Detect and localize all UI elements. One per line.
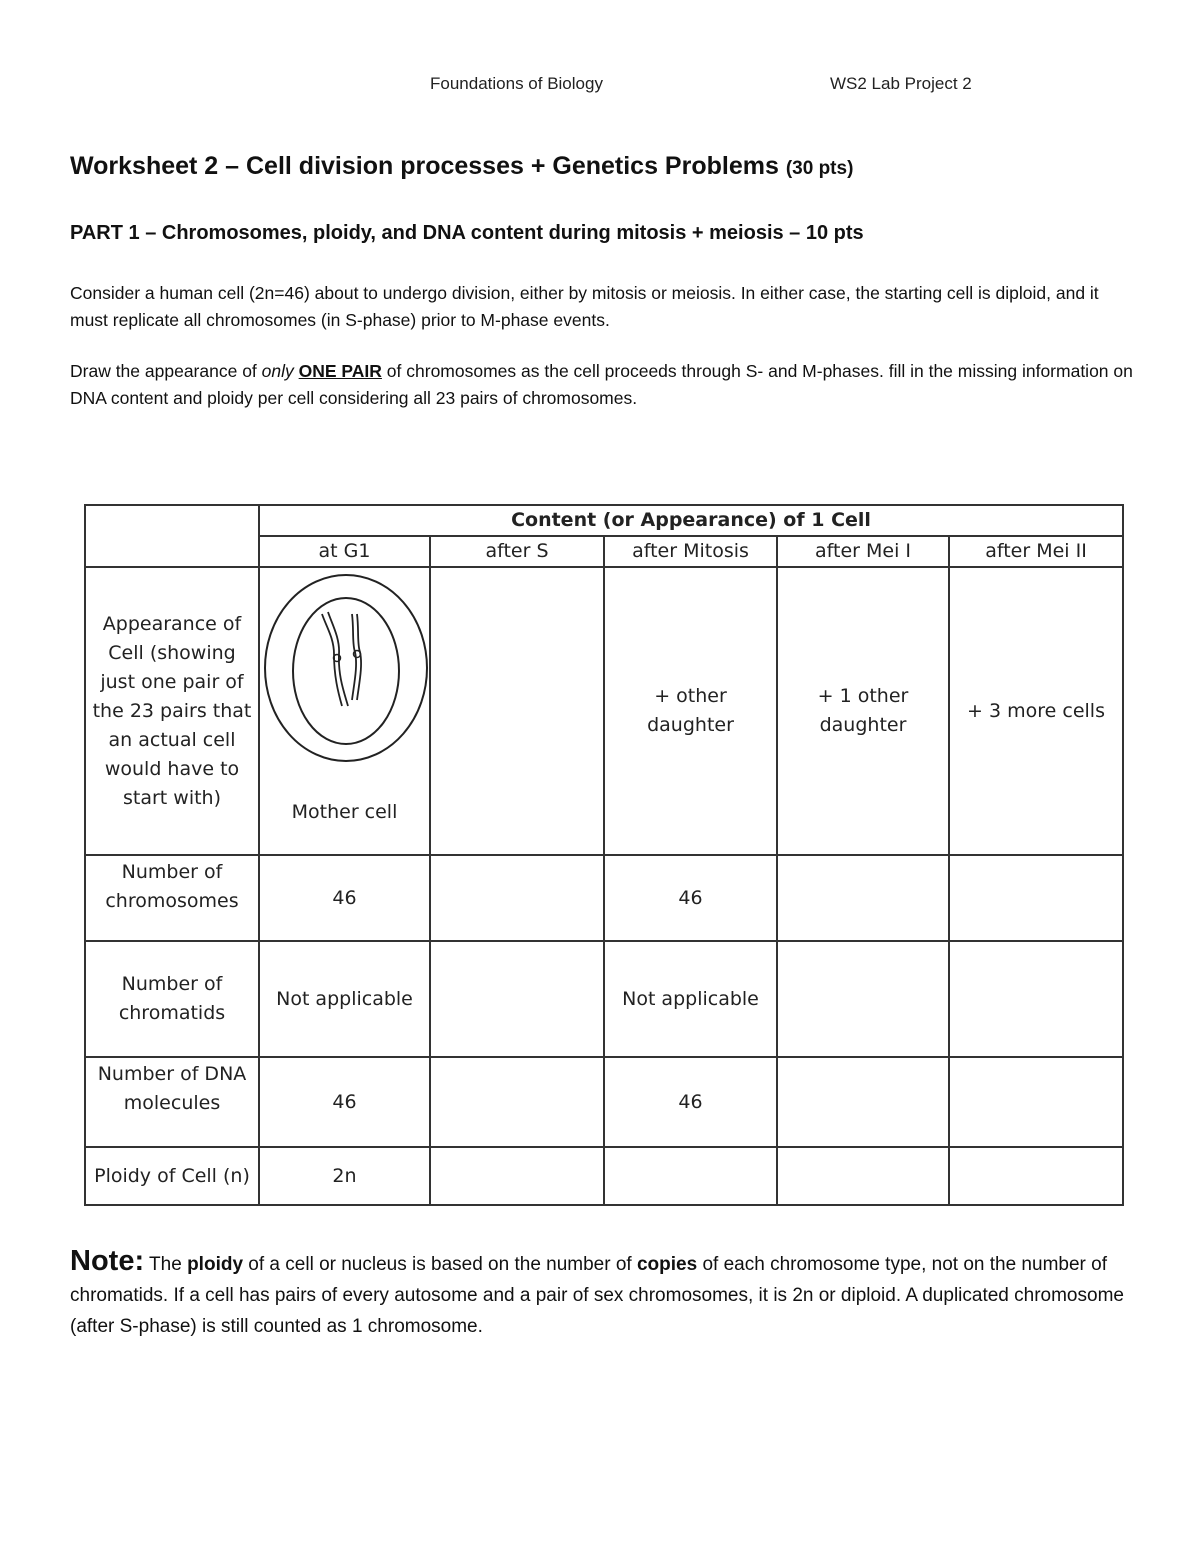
cell-chromosomes-after-mitosis: 46 bbox=[604, 855, 777, 941]
cell-dna-g1: 46 bbox=[259, 1057, 430, 1147]
cell-ploidy-after-mei-2 bbox=[949, 1147, 1123, 1205]
note-copies: copies bbox=[636, 1254, 698, 1275]
cell-membrane bbox=[265, 575, 427, 761]
row-label-appearance: Appearance of Cell (showing just one pair of the 23 pairs that an actual cell would have to start with) bbox=[85, 567, 259, 855]
cell-ploidy-after-s bbox=[430, 1147, 604, 1205]
cell-chromatids-after-mitosis: Not applicable bbox=[604, 941, 777, 1057]
note-text-3: of each chromosome type, not on the number of chromatids. If a cell has pairs of every autosome and a pair of sex chromosomes, it is 2n or diploid. A duplicated chromosome (after S-phase) is still counted as 1 chromosome. bbox=[70, 1254, 1124, 1337]
cell-ploidy-g1: 2n bbox=[259, 1147, 430, 1205]
para2-text-b: of chromosomes as the cell proceeds through S- and M-phases. fill in the missing information on DNA content and ploidy per cell considering all 23 pairs of chromosomes. bbox=[70, 361, 1133, 408]
note-ploidy: ploidy bbox=[187, 1254, 244, 1275]
cell-chromosomes-after-mei-1 bbox=[777, 855, 949, 941]
row-label-chromatids: Number of chromatids bbox=[85, 941, 259, 1057]
cell-ploidy-after-mitosis bbox=[604, 1147, 777, 1205]
cell-appearance-after-mei-1: + 1 other daughter bbox=[777, 567, 949, 855]
header-course: Foundations of Biology bbox=[430, 74, 603, 93]
part1-heading: PART 1 – Chromosomes, ploidy, and DNA content during mitosis + meiosis – 10 pts bbox=[70, 222, 864, 244]
cell-chromatids-after-s bbox=[430, 941, 604, 1057]
note-label: Note: bbox=[70, 1245, 145, 1277]
cell-dna-after-mei-1 bbox=[777, 1057, 949, 1147]
note-text-2: of a cell or nucleus is based on the number of bbox=[243, 1254, 637, 1275]
column-header-after-mei-2: after Mei II bbox=[949, 536, 1123, 567]
note-text-1: The bbox=[144, 1254, 188, 1275]
column-header-after-mitosis: after Mitosis bbox=[604, 536, 777, 567]
mother-cell-label: Mother cell bbox=[291, 801, 398, 823]
para2-only: only bbox=[261, 361, 294, 381]
column-header-after-mei-1: after Mei I bbox=[777, 536, 949, 567]
row-label-ploidy: Ploidy of Cell (n) bbox=[85, 1147, 259, 1205]
cell-dna-after-mitosis: 46 bbox=[604, 1057, 777, 1147]
part1-paragraph-2 bbox=[70, 358, 1140, 412]
cell-chromosomes-after-mei-2 bbox=[949, 855, 1123, 941]
para2-text-a: Draw the appearance of bbox=[70, 361, 262, 381]
cell-chromatids-g1: Not applicable bbox=[259, 941, 430, 1057]
column-header-after-s: after S bbox=[430, 536, 604, 567]
cell-appearance-after-s bbox=[430, 567, 604, 855]
row-label-chromosomes: Number of chromosomes bbox=[85, 855, 259, 941]
part1-paragraph-1: Consider a human cell (2n=46) about to undergo division, either by mitosis or meiosis. In either case, the starting cell is diploid, and it must replicate all chromosomes (in S-phase) prior to M-phase events. bbox=[70, 283, 1099, 330]
cell-appearance-after-mitosis: + other daughter bbox=[604, 567, 777, 855]
note-paragraph bbox=[70, 1246, 1130, 1342]
cell-chromatids-after-mei-2 bbox=[949, 941, 1123, 1057]
title-main: Worksheet 2 – Cell division processes + Genetics Problems bbox=[70, 152, 779, 180]
table-corner-cell bbox=[85, 505, 259, 567]
cell-ploidy-after-mei-1 bbox=[777, 1147, 949, 1205]
table-group-header: Content (or Appearance) of 1 Cell bbox=[259, 505, 1123, 536]
cell-chromatids-after-mei-1 bbox=[777, 941, 949, 1057]
cell-dna-after-mei-2 bbox=[949, 1057, 1123, 1147]
cell-dna-after-s bbox=[430, 1057, 604, 1147]
cell-chromosomes-g1: 46 bbox=[259, 855, 430, 941]
cell-appearance-after-mei-2: + 3 more cells bbox=[949, 567, 1123, 855]
header-project: WS2 Lab Project 2 bbox=[830, 74, 972, 93]
cell-chromosomes-after-s bbox=[430, 855, 604, 941]
column-header-g1: at G1 bbox=[259, 536, 430, 567]
row-label-dna: Number of DNA molecules bbox=[85, 1057, 259, 1147]
cell-content-table bbox=[84, 504, 1124, 1206]
title-points: (30 pts) bbox=[785, 158, 854, 179]
worksheet-title bbox=[70, 152, 853, 181]
nucleus-outline bbox=[293, 598, 399, 744]
para2-one-pair: ONE PAIR bbox=[298, 361, 382, 381]
cell-appearance-g1 bbox=[259, 567, 430, 855]
